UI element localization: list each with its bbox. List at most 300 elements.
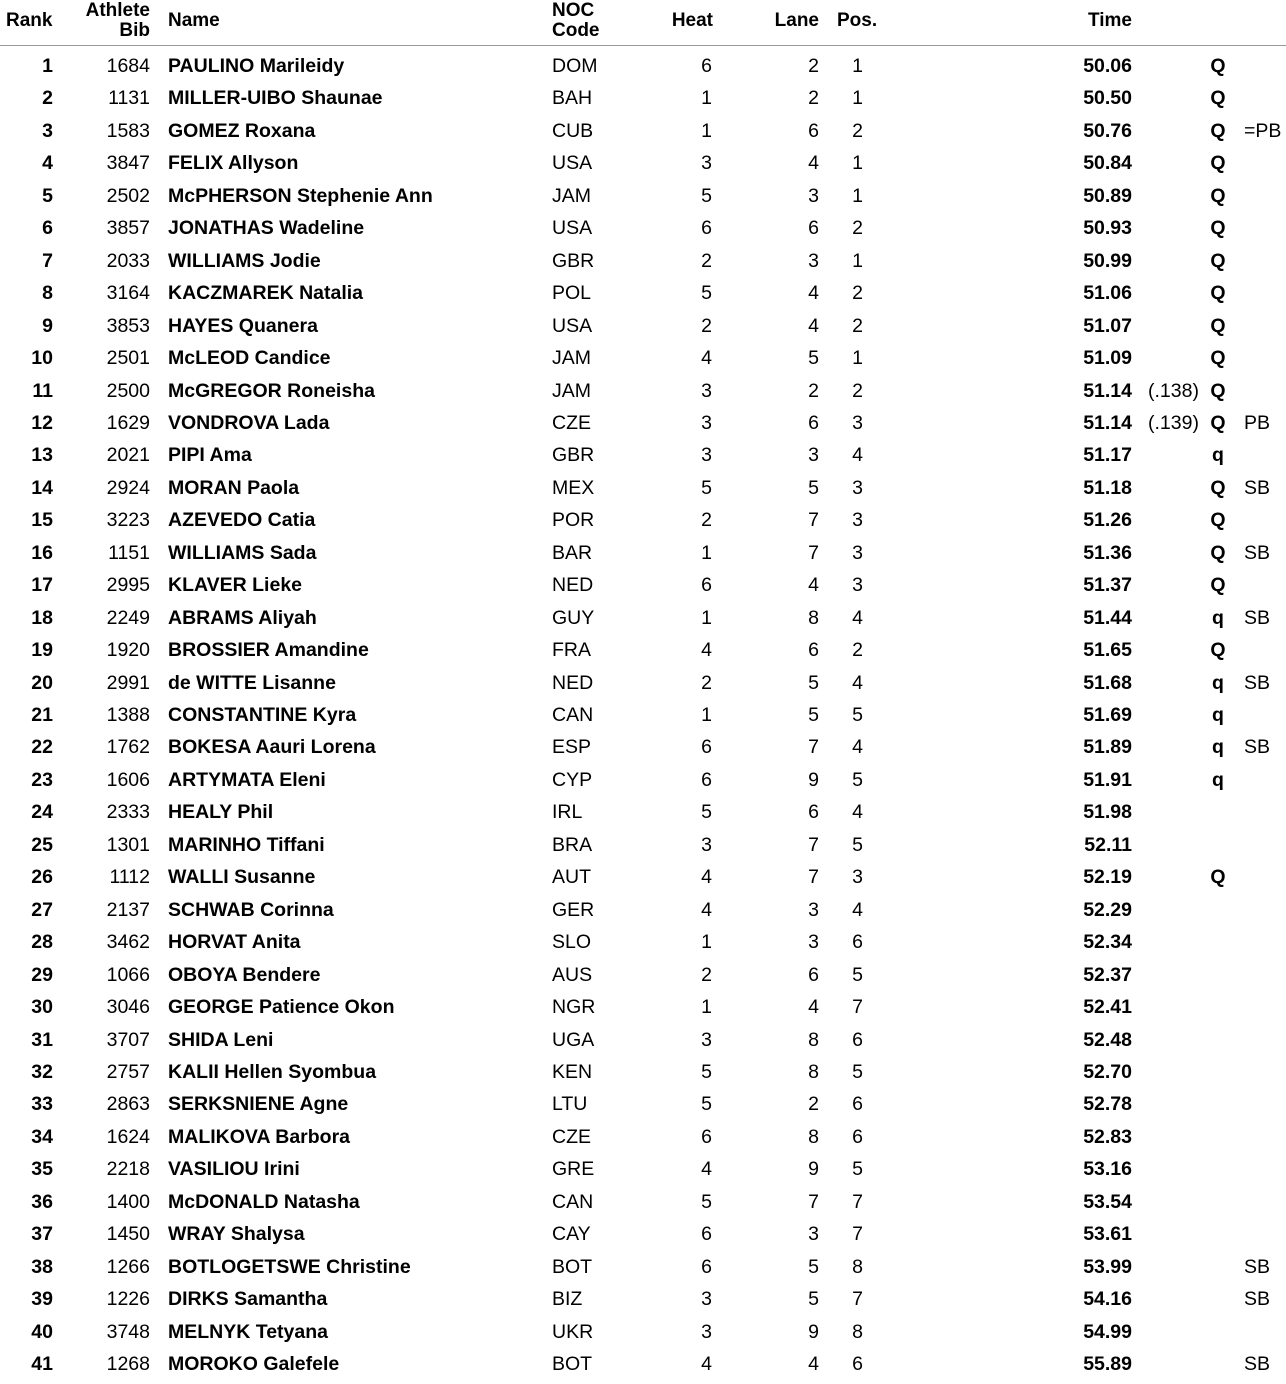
lane-cell: 9 <box>808 1320 819 1343</box>
lane-cell: 2 <box>808 55 819 77</box>
lane-cell: 3 <box>808 1223 819 1246</box>
tiebreak-cell: (.138) <box>1148 379 1199 402</box>
bib-cell: 1684 <box>106 55 150 77</box>
time-cell: 54.99 <box>1083 1320 1132 1343</box>
heat-cell: 2 <box>701 509 712 532</box>
record-mark <box>1244 212 1286 244</box>
position-cell: 7 <box>852 1223 863 1246</box>
position-cell: 6 <box>852 1125 863 1148</box>
record-mark: =PB <box>1244 119 1282 142</box>
rank-cell: 38 <box>31 1255 53 1278</box>
time-cell: 51.17 <box>1083 444 1132 467</box>
record-mark <box>1244 147 1286 179</box>
record-mark: SB <box>1244 1353 1271 1375</box>
tiebreak-cell <box>1148 439 1194 471</box>
noc-code: DOM <box>552 55 598 77</box>
noc-code: BOT <box>552 1353 593 1375</box>
noc-code: JAM <box>552 379 591 402</box>
qualification-mark: Q <box>1210 509 1226 532</box>
position-cell: 1 <box>852 87 863 110</box>
table-row <box>0 1153 1286 1185</box>
header-rank: Rank <box>6 10 53 31</box>
qualification-mark: Q <box>1210 314 1226 337</box>
qualification-mark: Q <box>1210 249 1226 272</box>
bib-cell: 3857 <box>106 217 150 240</box>
time-cell: 52.11 <box>1084 833 1132 856</box>
lane-cell: 2 <box>808 87 819 110</box>
bib-cell: 2502 <box>106 184 150 207</box>
athlete-name: MILLER-UIBO Shaunae <box>168 87 383 110</box>
qualification-mark: q <box>1212 736 1224 759</box>
rank-cell: 41 <box>31 1353 53 1375</box>
tiebreak-cell <box>1148 764 1194 796</box>
rank-cell: 25 <box>31 833 53 856</box>
heat-cell: 6 <box>701 1255 712 1278</box>
rank-cell: 17 <box>31 574 53 597</box>
heat-cell: 3 <box>701 152 712 175</box>
table-row <box>0 1186 1286 1218</box>
rank-cell: 14 <box>31 476 53 499</box>
noc-code: POR <box>552 509 595 532</box>
noc-code: JAM <box>552 184 591 207</box>
qualification-mark <box>1205 991 1231 1023</box>
bib-cell: 2249 <box>106 606 150 629</box>
tiebreak-cell <box>1148 569 1194 601</box>
position-cell: 2 <box>852 217 863 240</box>
table-row <box>0 82 1286 114</box>
heat-cell: 3 <box>701 1320 712 1343</box>
lane-cell: 3 <box>808 898 819 921</box>
lane-cell: 6 <box>808 119 819 142</box>
table-row <box>0 731 1286 763</box>
position-cell: 1 <box>852 152 863 175</box>
header-divider <box>0 45 1286 46</box>
time-cell: 55.89 <box>1083 1353 1132 1375</box>
qualification-mark <box>1205 1121 1231 1153</box>
record-mark <box>1244 1218 1286 1250</box>
record-mark <box>1244 829 1286 861</box>
heat-cell: 6 <box>701 1125 712 1148</box>
lane-cell: 8 <box>808 1028 819 1051</box>
lane-cell: 5 <box>808 1288 819 1311</box>
lane-cell: 4 <box>808 152 819 175</box>
bib-cell: 1226 <box>106 1288 150 1311</box>
tiebreak-cell <box>1148 894 1194 926</box>
rank-cell: 18 <box>31 606 53 629</box>
bib-cell: 2137 <box>106 898 150 921</box>
noc-code: BAH <box>552 87 593 110</box>
noc-code: BRA <box>552 833 593 856</box>
bib-cell: 1266 <box>106 1255 150 1278</box>
noc-code: CAN <box>552 1190 594 1213</box>
record-mark: SB <box>1244 736 1271 759</box>
record-mark <box>1244 82 1286 114</box>
qualification-mark: q <box>1212 768 1224 791</box>
athlete-name: MARINHO Tiffani <box>168 833 325 856</box>
record-mark <box>1244 310 1286 342</box>
header-bib-line2: Bib <box>119 20 150 41</box>
record-mark <box>1244 959 1286 991</box>
record-mark <box>1244 1121 1286 1153</box>
record-mark <box>1244 375 1286 407</box>
table-row <box>0 277 1286 309</box>
table-row <box>0 1348 1286 1380</box>
lane-cell: 5 <box>808 476 819 499</box>
time-cell: 51.89 <box>1083 736 1132 759</box>
noc-code: CZE <box>552 411 591 434</box>
lane-cell: 4 <box>808 574 819 597</box>
time-cell: 53.99 <box>1083 1255 1132 1278</box>
record-mark <box>1244 180 1286 212</box>
noc-code: JAM <box>552 347 591 370</box>
bib-cell: 1400 <box>106 1190 150 1213</box>
rank-cell: 36 <box>31 1190 53 1213</box>
time-cell: 51.69 <box>1083 704 1132 726</box>
time-cell: 54.16 <box>1083 1288 1132 1311</box>
record-mark <box>1244 439 1286 471</box>
athlete-name: BOKESA Aauri Lorena <box>168 736 376 759</box>
noc-code: AUS <box>552 963 593 986</box>
table-row <box>0 861 1286 893</box>
rank-cell: 4 <box>42 152 53 175</box>
athlete-name: MALIKOVA Barbora <box>168 1125 351 1148</box>
table-row <box>0 926 1286 958</box>
tiebreak-cell <box>1148 147 1194 179</box>
athlete-name: MORAN Paola <box>168 476 300 499</box>
table-row <box>0 1251 1286 1283</box>
tiebreak-cell <box>1148 1251 1194 1283</box>
lane-cell: 6 <box>808 963 819 986</box>
noc-code: LTU <box>552 1093 588 1116</box>
table-row <box>0 310 1286 342</box>
tiebreak-cell <box>1148 310 1194 342</box>
record-mark: SB <box>1244 476 1271 499</box>
athlete-name: PAULINO Marileidy <box>168 55 345 77</box>
heat-cell: 3 <box>701 379 712 402</box>
tiebreak-cell <box>1148 245 1194 277</box>
qualification-mark: Q <box>1210 347 1226 370</box>
tiebreak-cell <box>1148 1121 1194 1153</box>
lane-cell: 2 <box>808 379 819 402</box>
position-cell: 3 <box>852 541 863 564</box>
noc-code: GBR <box>552 444 595 467</box>
time-cell: 52.83 <box>1083 1125 1132 1148</box>
position-cell: 5 <box>852 963 863 986</box>
qualification-mark: q <box>1212 704 1224 726</box>
time-cell: 51.65 <box>1083 639 1132 662</box>
rank-cell: 6 <box>42 217 53 240</box>
athlete-name: MELNYK Tetyana <box>168 1320 328 1343</box>
rank-cell: 12 <box>31 411 53 434</box>
heat-cell: 2 <box>701 671 712 694</box>
time-cell: 53.61 <box>1083 1223 1132 1246</box>
bib-cell: 3853 <box>106 314 150 337</box>
tiebreak-cell <box>1148 537 1194 569</box>
table-row <box>0 50 1286 82</box>
table-row <box>0 991 1286 1023</box>
bib-cell: 2501 <box>106 347 150 370</box>
bib-cell: 2021 <box>106 444 150 467</box>
tiebreak-cell <box>1148 959 1194 991</box>
table-row <box>0 407 1286 439</box>
athlete-name: GEORGE Patience Okon <box>168 996 395 1019</box>
heat-cell: 4 <box>701 1353 712 1375</box>
rank-cell: 8 <box>42 282 53 305</box>
position-cell: 4 <box>852 606 863 629</box>
noc-code: GBR <box>552 249 595 272</box>
noc-code: POL <box>552 282 592 305</box>
lane-cell: 3 <box>808 184 819 207</box>
tiebreak-cell <box>1148 82 1194 114</box>
table-row <box>0 180 1286 212</box>
lane-cell: 7 <box>808 736 819 759</box>
position-cell: 5 <box>852 1158 863 1181</box>
header-noc-line2: Code <box>552 20 600 41</box>
table-row <box>0 342 1286 374</box>
position-cell: 3 <box>852 476 863 499</box>
heat-cell: 3 <box>701 444 712 467</box>
time-cell: 51.06 <box>1083 282 1132 305</box>
heat-cell: 5 <box>701 476 712 499</box>
position-cell: 1 <box>852 249 863 272</box>
tiebreak-cell <box>1148 504 1194 536</box>
lane-cell: 8 <box>808 606 819 629</box>
lane-cell: 6 <box>808 801 819 824</box>
lane-cell: 7 <box>808 509 819 532</box>
time-cell: 52.78 <box>1083 1093 1132 1116</box>
heat-cell: 6 <box>701 1223 712 1246</box>
heat-cell: 5 <box>701 801 712 824</box>
heat-cell: 4 <box>701 347 712 370</box>
noc-code: GER <box>552 898 595 921</box>
noc-code: CUB <box>552 119 594 142</box>
bib-cell: 3462 <box>106 931 150 954</box>
tiebreak-cell <box>1148 50 1194 82</box>
tiebreak-cell <box>1148 926 1194 958</box>
time-cell: 52.19 <box>1083 866 1132 889</box>
record-mark <box>1244 50 1286 82</box>
record-mark <box>1244 504 1286 536</box>
position-cell: 5 <box>852 768 863 791</box>
qualification-mark: Q <box>1210 411 1226 434</box>
qualification-mark: Q <box>1210 282 1226 305</box>
record-mark <box>1244 569 1286 601</box>
heat-cell: 3 <box>701 411 712 434</box>
tiebreak-cell <box>1148 991 1194 1023</box>
rank-cell: 33 <box>31 1093 53 1116</box>
position-cell: 4 <box>852 898 863 921</box>
heat-cell: 1 <box>701 606 712 629</box>
time-cell: 50.84 <box>1083 152 1132 175</box>
qualification-mark: Q <box>1210 217 1226 240</box>
position-cell: 4 <box>852 801 863 824</box>
time-cell: 51.18 <box>1083 476 1132 499</box>
noc-code: NGR <box>552 996 596 1019</box>
bib-cell: 3223 <box>106 509 150 532</box>
bib-cell: 2924 <box>106 476 150 499</box>
athlete-name: HORVAT Anita <box>168 931 301 954</box>
qualification-mark: q <box>1212 444 1224 467</box>
position-cell: 5 <box>852 833 863 856</box>
athlete-name: de WITTE Lisanne <box>168 671 336 694</box>
tiebreak-cell <box>1148 212 1194 244</box>
rank-cell: 13 <box>31 444 53 467</box>
rank-cell: 37 <box>31 1223 53 1246</box>
bib-cell: 1624 <box>106 1125 150 1148</box>
bib-cell: 1112 <box>109 866 150 889</box>
rank-cell: 32 <box>31 1060 53 1083</box>
bib-cell: 3164 <box>106 282 150 305</box>
header-time: Time <box>1087 10 1132 31</box>
rank-cell: 34 <box>31 1125 53 1148</box>
qualification-mark <box>1205 1153 1231 1185</box>
record-mark <box>1244 926 1286 958</box>
athlete-name: WRAY Shalysa <box>168 1223 305 1246</box>
time-cell: 52.37 <box>1083 963 1132 986</box>
rank-cell: 1 <box>42 55 53 77</box>
rank-cell: 2 <box>42 87 53 110</box>
rank-cell: 31 <box>31 1028 53 1051</box>
table-row <box>0 504 1286 536</box>
noc-code: BIZ <box>552 1288 583 1311</box>
heat-cell: 5 <box>701 282 712 305</box>
athlete-name: WALLI Susanne <box>168 866 316 889</box>
time-cell: 52.29 <box>1083 898 1132 921</box>
noc-code: SLO <box>552 931 592 954</box>
athlete-name: HAYES Quanera <box>168 314 318 337</box>
time-cell: 52.48 <box>1083 1028 1132 1051</box>
lane-cell: 6 <box>808 217 819 240</box>
noc-code: ESP <box>552 736 592 759</box>
header-noc-line1: NOC <box>552 0 595 21</box>
bib-cell: 1762 <box>106 736 150 759</box>
position-cell: 2 <box>852 639 863 662</box>
heat-cell: 6 <box>701 55 712 77</box>
rank-cell: 3 <box>42 119 53 142</box>
position-cell: 8 <box>852 1255 863 1278</box>
table-row <box>0 147 1286 179</box>
noc-code: CAY <box>552 1223 591 1246</box>
athlete-name: OBOYA Bendere <box>168 963 321 986</box>
bib-cell: 3046 <box>106 996 150 1019</box>
athlete-name: FELIX Allyson <box>168 152 299 175</box>
bib-cell: 2033 <box>106 249 150 272</box>
position-cell: 7 <box>852 996 863 1019</box>
record-mark <box>1244 245 1286 277</box>
table-row <box>0 602 1286 634</box>
qualification-mark <box>1205 829 1231 861</box>
table-row <box>0 1056 1286 1088</box>
table-row <box>0 796 1286 828</box>
qualification-mark <box>1205 1186 1231 1218</box>
tiebreak-cell: (.139) <box>1148 411 1199 434</box>
heat-cell: 6 <box>701 768 712 791</box>
record-mark <box>1244 1153 1286 1185</box>
noc-code: UKR <box>552 1320 594 1343</box>
qualification-mark <box>1205 1024 1231 1056</box>
time-cell: 50.89 <box>1083 184 1132 207</box>
noc-code: UGA <box>552 1028 595 1051</box>
time-cell: 50.50 <box>1083 87 1132 110</box>
qualification-mark <box>1205 1056 1231 1088</box>
position-cell: 4 <box>852 671 863 694</box>
rank-cell: 9 <box>42 314 53 337</box>
table-row <box>0 959 1286 991</box>
record-mark <box>1244 1186 1286 1218</box>
heat-cell: 2 <box>701 249 712 272</box>
qualification-mark: q <box>1212 671 1224 694</box>
rank-cell: 22 <box>31 736 53 759</box>
table-row <box>0 667 1286 699</box>
qualification-mark: Q <box>1210 574 1226 597</box>
heat-cell: 5 <box>701 1190 712 1213</box>
time-cell: 50.06 <box>1083 55 1132 77</box>
athlete-name: VASILIOU Irini <box>168 1158 300 1181</box>
table-row <box>0 245 1286 277</box>
record-mark <box>1244 342 1286 374</box>
tiebreak-cell <box>1148 1218 1194 1250</box>
bib-cell: 1629 <box>106 411 150 434</box>
qualification-mark <box>1205 926 1231 958</box>
lane-cell: 4 <box>808 1353 819 1375</box>
rank-cell: 7 <box>42 249 53 272</box>
bib-cell: 2991 <box>106 671 150 694</box>
rank-cell: 29 <box>31 963 53 986</box>
noc-code: CYP <box>552 768 593 791</box>
athlete-name: KALII Hellen Syombua <box>168 1060 377 1083</box>
bib-cell: 2500 <box>106 379 150 402</box>
time-cell: 51.37 <box>1083 574 1132 597</box>
position-cell: 8 <box>852 1320 863 1343</box>
record-mark: SB <box>1244 1288 1271 1311</box>
lane-cell: 7 <box>808 1190 819 1213</box>
qualification-mark <box>1205 959 1231 991</box>
tiebreak-cell <box>1148 634 1194 666</box>
table-row <box>0 634 1286 666</box>
position-cell: 4 <box>852 736 863 759</box>
rank-cell: 26 <box>31 866 53 889</box>
heat-cell: 1 <box>701 87 712 110</box>
position-cell: 3 <box>852 866 863 889</box>
position-cell: 1 <box>852 55 863 77</box>
heat-cell: 5 <box>701 1093 712 1116</box>
athlete-name: GOMEZ Roxana <box>168 119 316 142</box>
tiebreak-cell <box>1148 731 1194 763</box>
lane-cell: 7 <box>808 541 819 564</box>
tiebreak-cell <box>1148 796 1194 828</box>
lane-cell: 8 <box>808 1060 819 1083</box>
tiebreak-cell <box>1148 1024 1194 1056</box>
position-cell: 7 <box>852 1190 863 1213</box>
position-cell: 2 <box>852 119 863 142</box>
table-row <box>0 537 1286 569</box>
position-cell: 2 <box>852 314 863 337</box>
tiebreak-cell <box>1148 1283 1194 1315</box>
qualification-mark: Q <box>1210 152 1226 175</box>
athlete-name: McPHERSON Stephenie Ann <box>168 184 433 207</box>
heat-cell: 6 <box>701 574 712 597</box>
athlete-name: CONSTANTINE Kyra <box>168 704 357 726</box>
header-pos: Pos. <box>837 10 878 31</box>
bib-cell: 1131 <box>108 87 150 110</box>
qualification-mark: Q <box>1210 119 1226 142</box>
bib-cell: 1606 <box>106 768 150 791</box>
record-mark <box>1244 796 1286 828</box>
time-cell: 52.70 <box>1083 1060 1132 1083</box>
lane-cell: 2 <box>808 1093 819 1116</box>
athlete-name: SERKSNIENE Agne <box>168 1093 349 1116</box>
athlete-name: McGREGOR Roneisha <box>168 379 375 402</box>
